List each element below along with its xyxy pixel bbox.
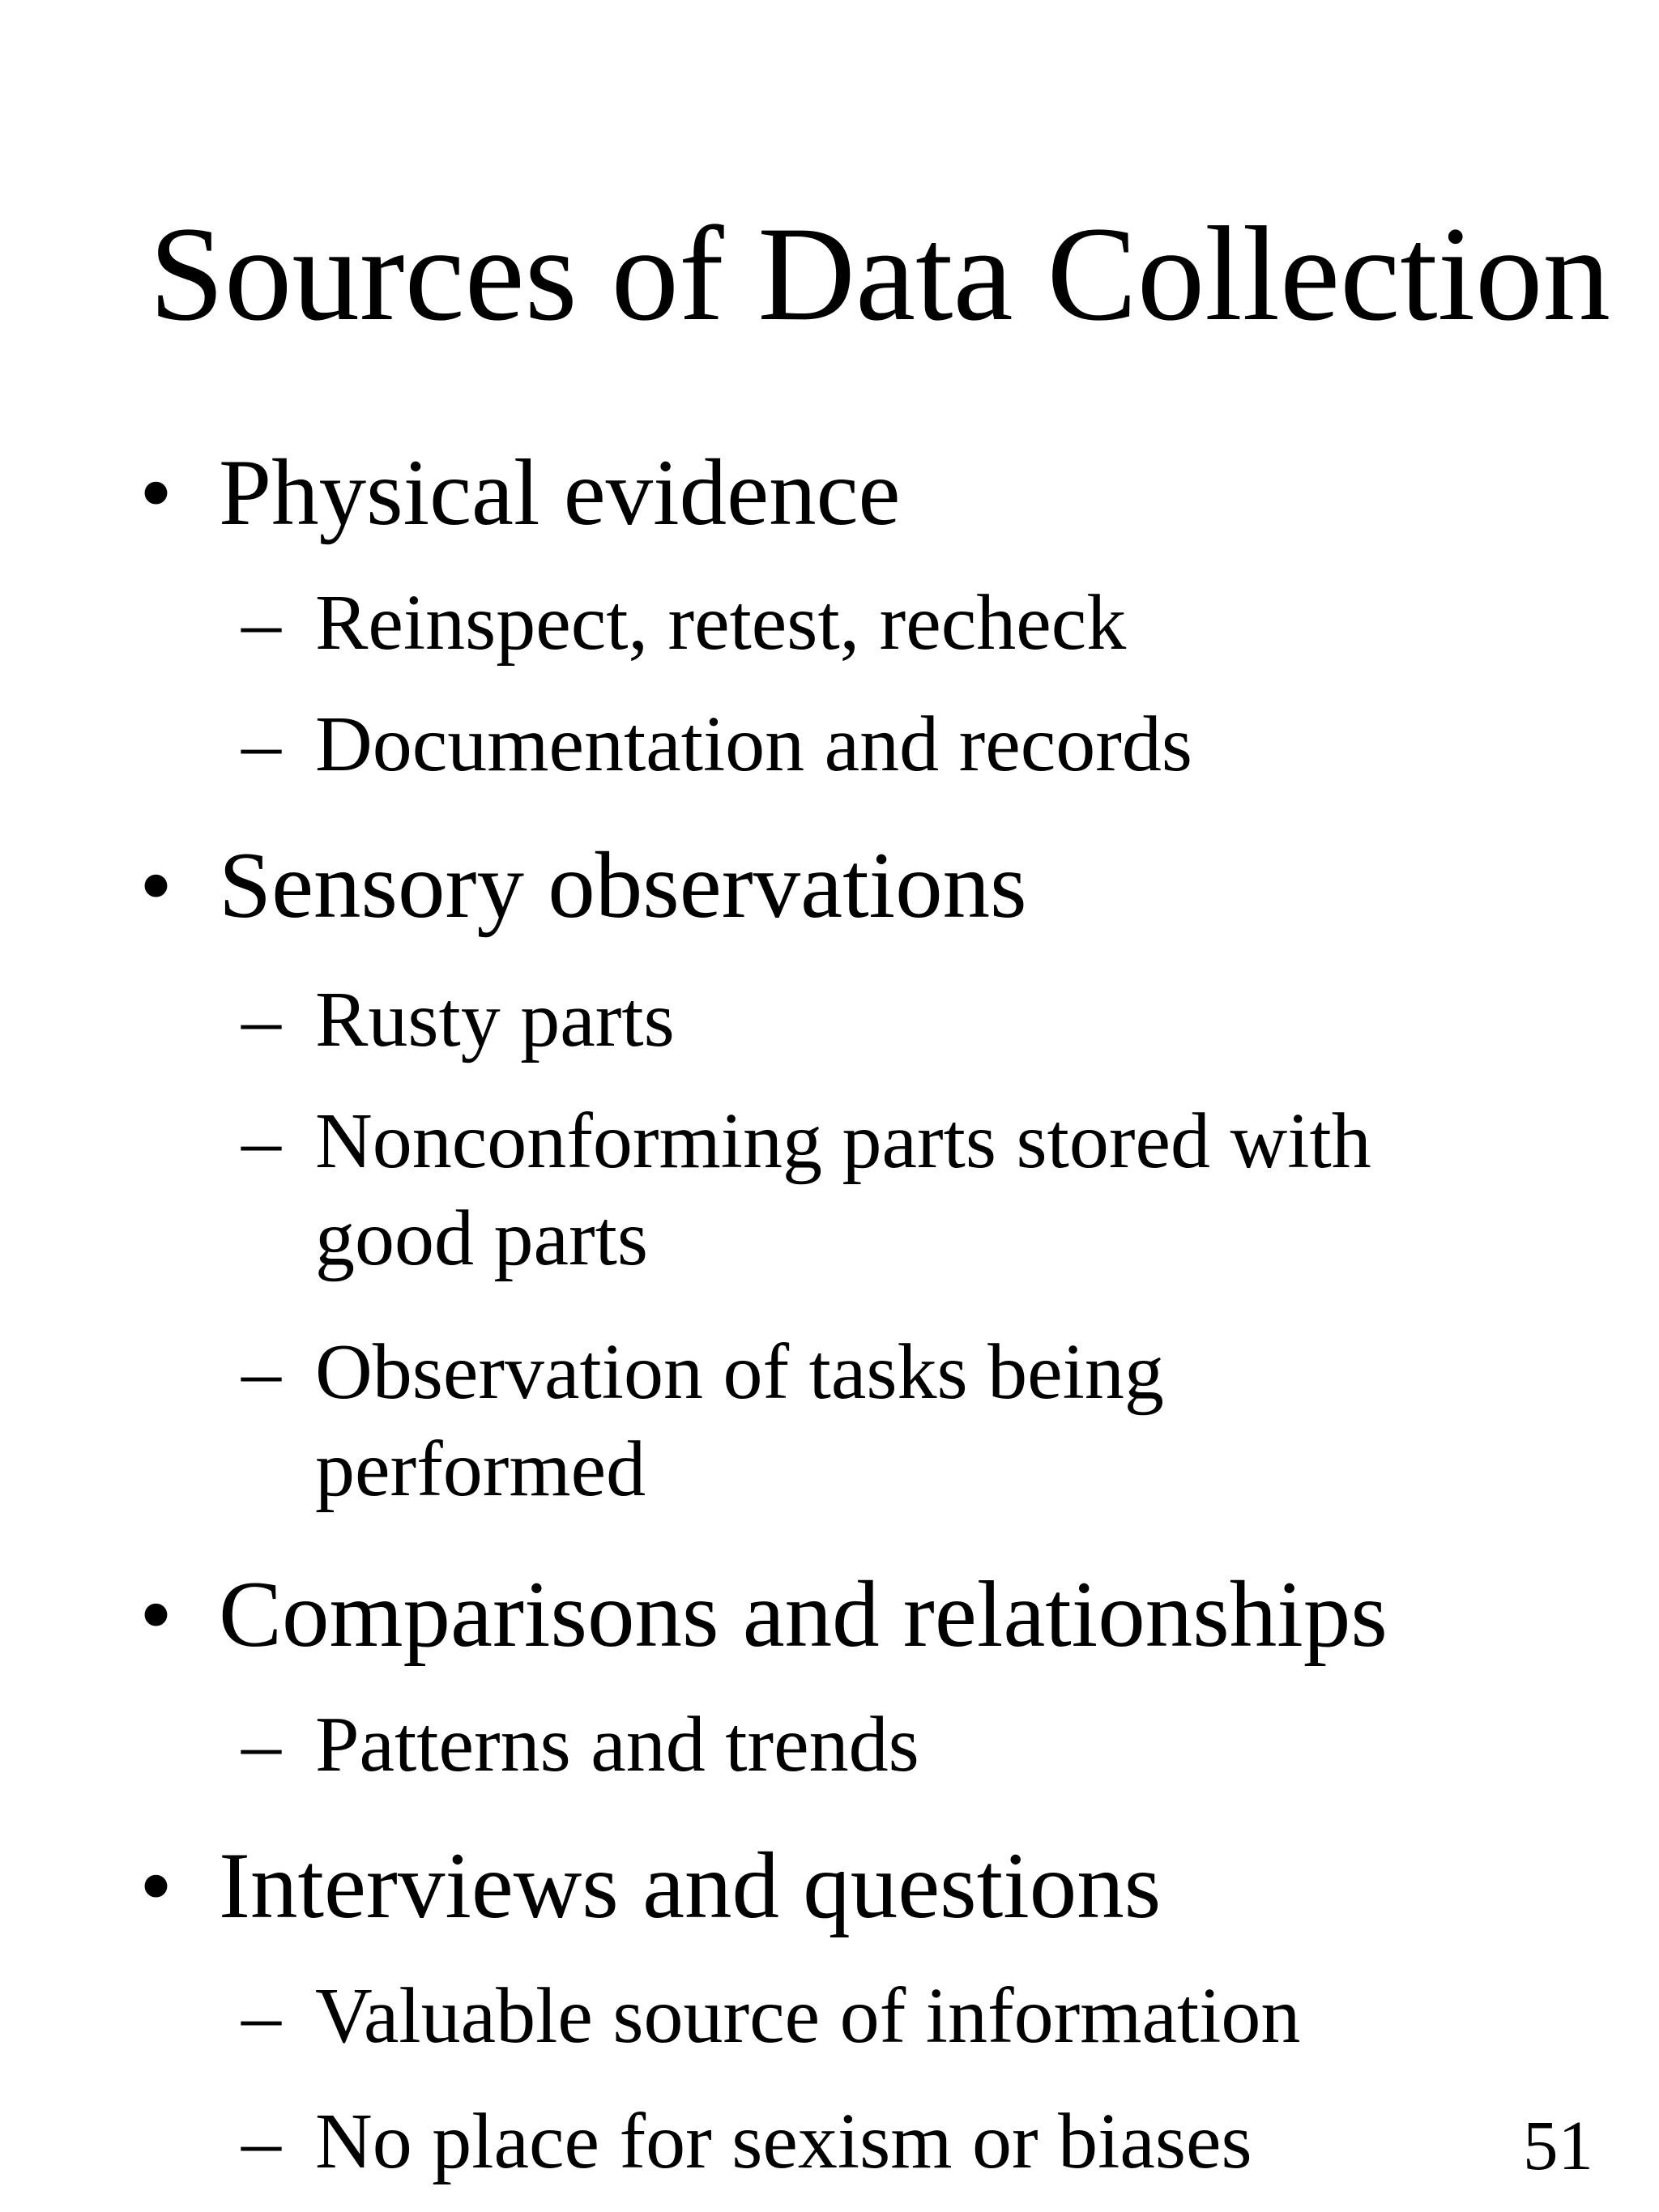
sub-bullet-label: Nonconforming parts stored with [315, 1097, 1371, 1185]
dash-icon: – [241, 1328, 281, 1416]
sub-bullet-label: Reinspect, retest, recheck [315, 579, 1127, 667]
bullet-icon: • [139, 1834, 173, 1938]
dash-icon: – [241, 701, 281, 788]
sub-bullet-label-continued: good parts [315, 1195, 648, 1282]
sub-bullet-label-continued: performed [315, 1426, 646, 1513]
slide-title: Sources of Data Collection [149, 199, 1611, 349]
bullet-icon: • [139, 833, 173, 938]
sub-bullet-label: Patterns and trends [315, 1701, 919, 1788]
dash-icon: – [241, 1972, 281, 2060]
sub-bullet-label: Documentation and records [315, 701, 1193, 788]
sub-bullet-label: Observation of tasks being [315, 1328, 1164, 1416]
dash-icon: – [241, 1097, 281, 1185]
dash-icon: – [241, 579, 281, 667]
bullet-label: Interviews and questions [219, 1834, 1162, 1938]
dash-icon: – [241, 2098, 281, 2185]
bullet-label: Sensory observations [219, 833, 1027, 938]
bullet-label: Comparisons and relationships [219, 1562, 1388, 1667]
bullet-label: Physical evidence [219, 441, 901, 545]
slide-number: 51 [1523, 2106, 1593, 2184]
bullet-icon: • [139, 441, 173, 545]
dash-icon: – [241, 976, 281, 1063]
sub-bullet-label: Valuable source of information [315, 1972, 1301, 2060]
sub-bullet-label: Rusty parts [315, 976, 675, 1063]
bullet-icon: • [139, 1562, 173, 1667]
dash-icon: – [241, 1701, 281, 1788]
sub-bullet-label: No place for sexism or biases [315, 2098, 1252, 2185]
